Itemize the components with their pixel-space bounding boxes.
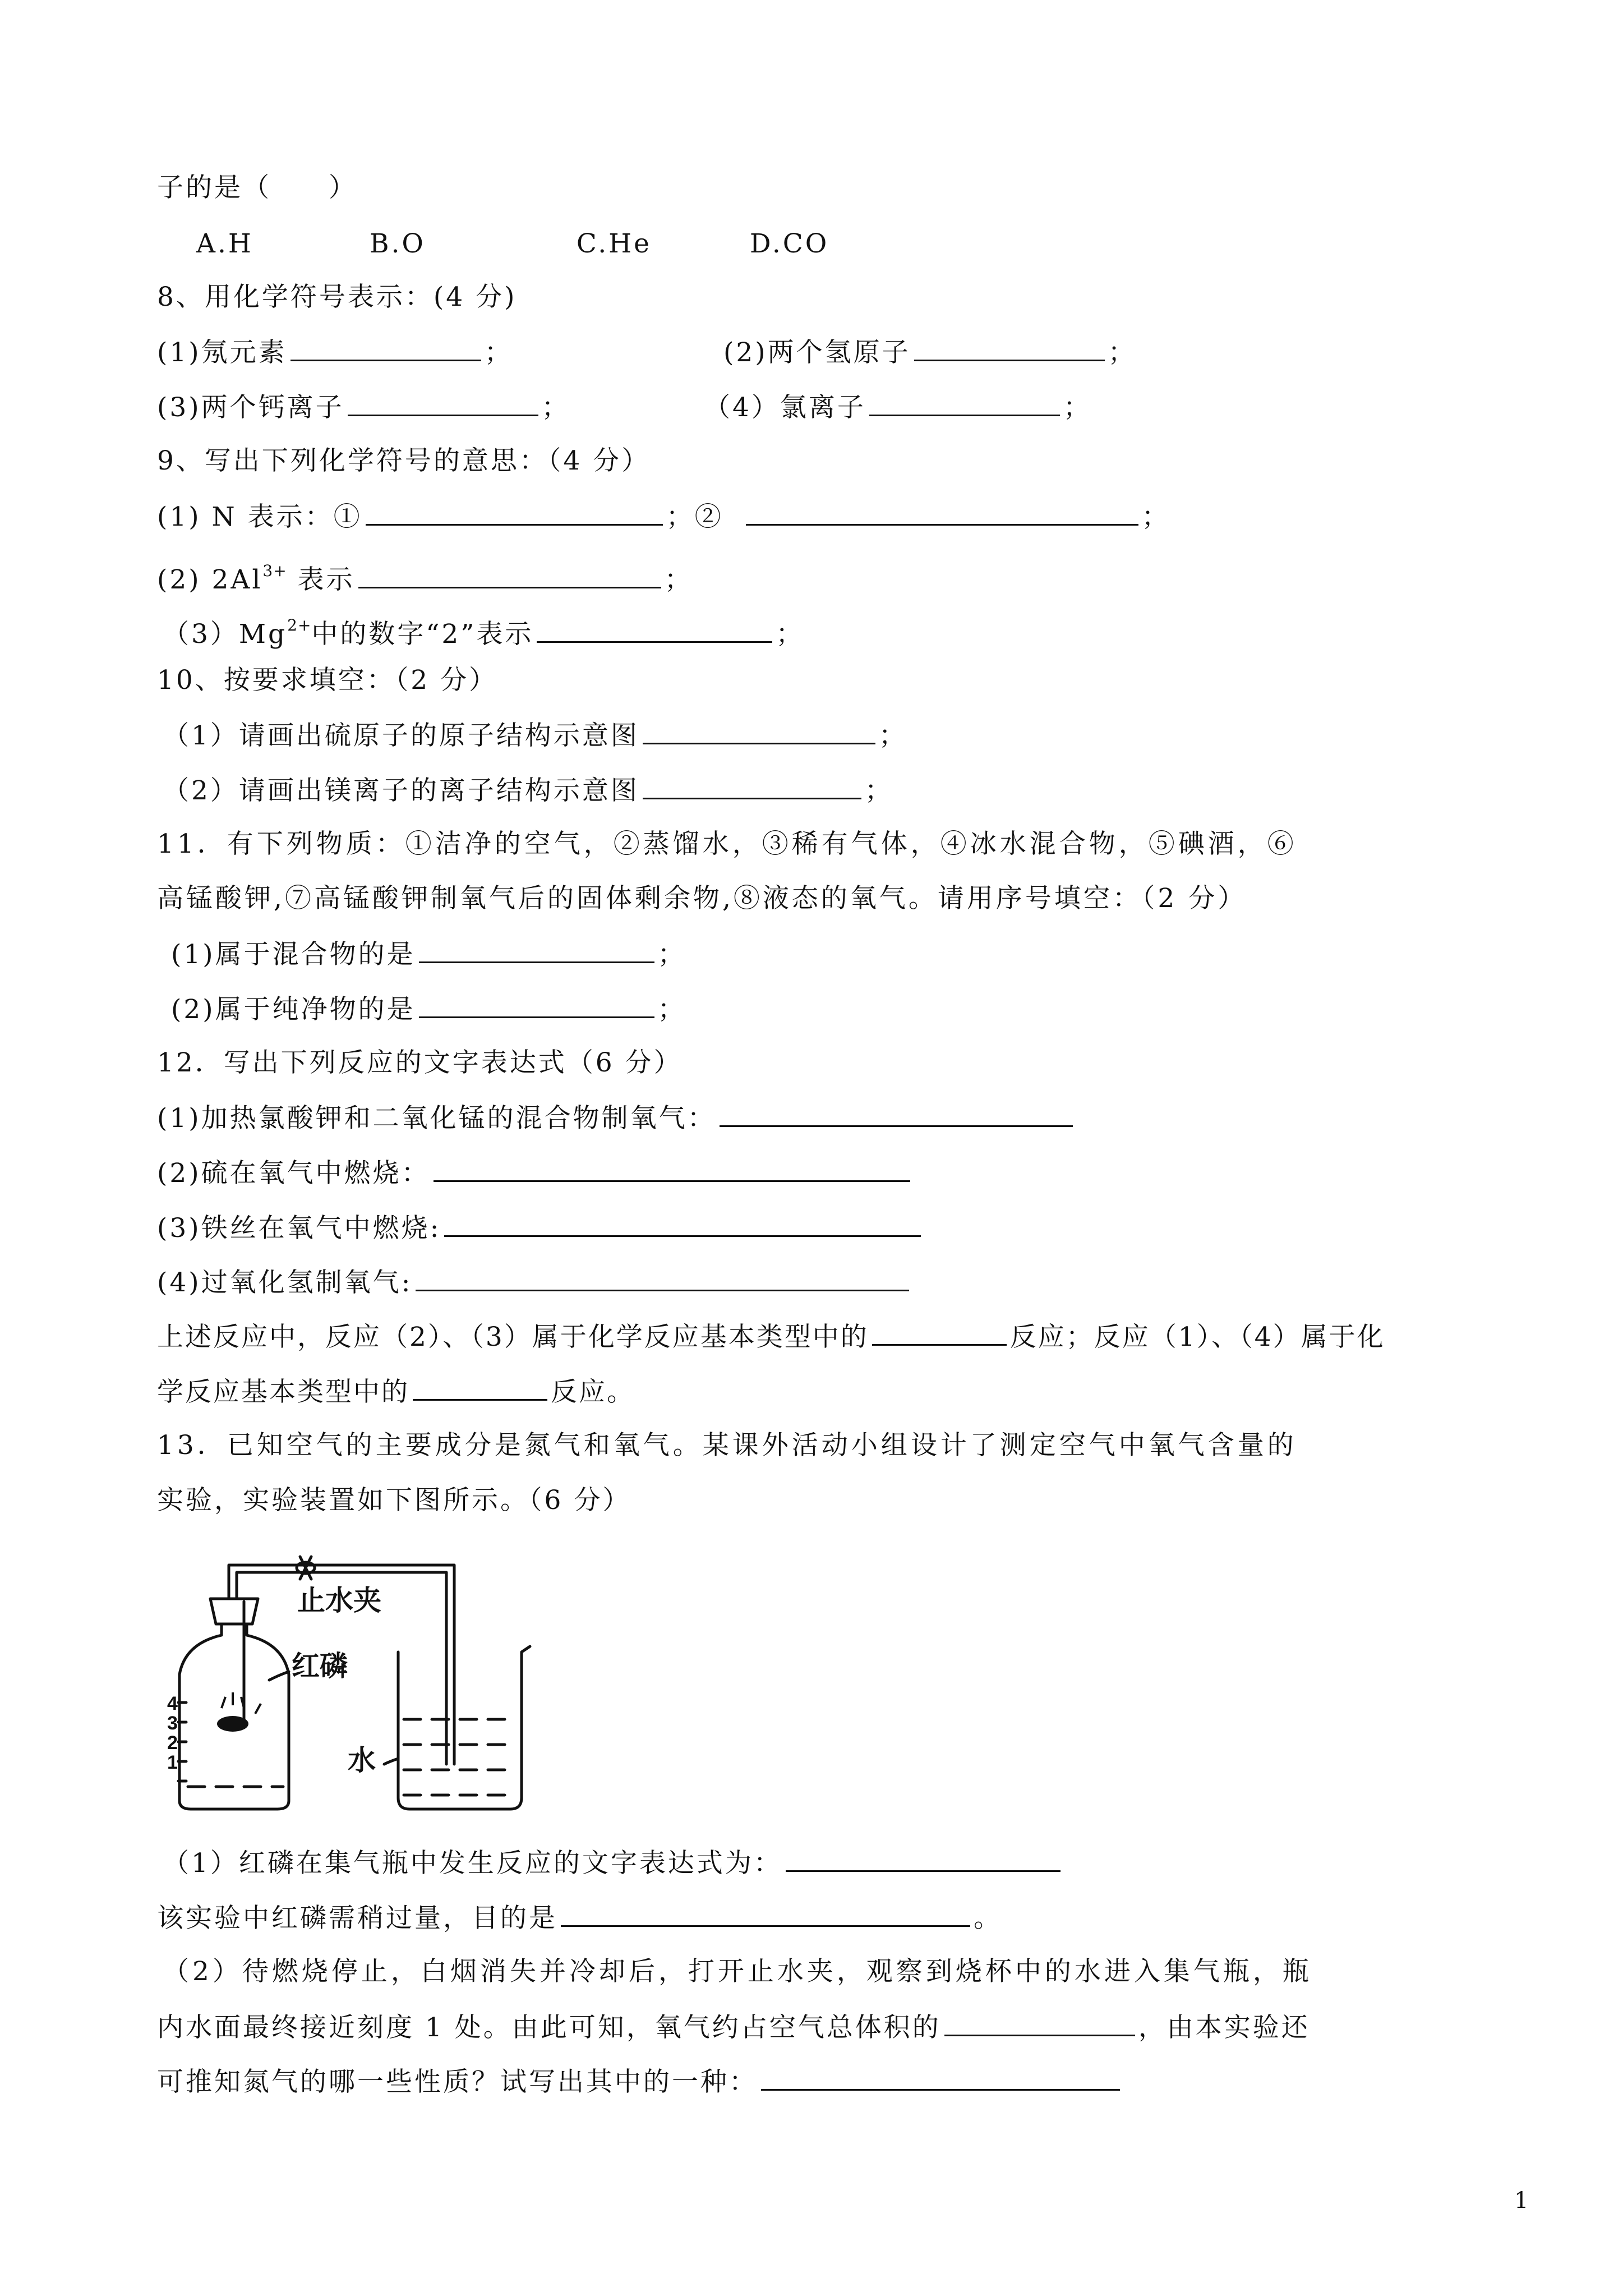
q12-row1	[157, 1101, 1076, 1135]
q13-p2-line3-label: 可推知氮气的哪一些性质？试写出其中的一种：	[157, 2067, 758, 2097]
q11-row1	[171, 937, 686, 972]
q12-p4-label: (4)过氧化氢制氧气:	[157, 1267, 413, 1298]
q7-options	[196, 227, 829, 261]
q10-p1-label: （1）请画出硫原子的原子结构示意图	[163, 720, 639, 751]
q11-p2-label: (2)属于纯净物的是	[171, 994, 416, 1025]
q10-p2-label: （2）请画出镁离子的离子结构示意图	[163, 775, 639, 806]
q8-p2-blank[interactable]	[914, 335, 1105, 361]
q11-p2-blank[interactable]	[419, 992, 654, 1018]
q9-sep: ；	[1141, 501, 1170, 532]
q13-line2: 实验，实验装置如下图所示。（6 分）	[157, 1485, 631, 1516]
q11-sep: ；	[657, 939, 686, 970]
q12-p4-blank[interactable]	[416, 1265, 909, 1291]
q8-sep: ；	[541, 392, 570, 423]
q13-p1-row	[163, 1846, 1064, 1880]
scale-mark-2: 2	[167, 1732, 178, 1754]
q10-sep: ；	[864, 775, 893, 806]
q9-p1-label: (1) N 表示：①	[157, 501, 362, 532]
q8-p1-label: (1)氖元素	[157, 337, 287, 368]
q13-p2-line2-a: 内水面最终接近刻度 1 处。由此可知，氧气约占空气总体积的	[157, 2012, 941, 2043]
q8-p3-label: (3)两个钙离子	[157, 392, 344, 423]
q12-summary-b: 反应；反应（1）、（4）属于化	[1009, 1322, 1385, 1352]
q9-p1-mid: ；②	[666, 501, 723, 532]
q13-p1b-end: 。	[974, 1903, 1002, 1934]
q12-p3-blank[interactable]	[444, 1211, 921, 1237]
q7-option-d[interactable]: D.CO	[749, 228, 829, 259]
q12-row2	[157, 1156, 914, 1190]
bottle-stopper	[210, 1599, 258, 1624]
q13-line1: 13．已知空气的主要成分是氮气和氧气。某课外活动小组设计了测定空气中氧气含量的	[157, 1430, 1297, 1461]
q13-p1b-blank[interactable]	[561, 1901, 970, 1927]
q13-p1b-row	[157, 1901, 1002, 1935]
q9-sep: ；	[776, 619, 805, 650]
q11-p1-label: (1)属于混合物的是	[171, 939, 416, 970]
q8-sep: ；	[1108, 337, 1137, 368]
q7-option-b[interactable]: B.O	[369, 228, 426, 259]
q8-row2b	[704, 390, 1092, 425]
q12-row3	[157, 1211, 924, 1245]
q11-p1-blank[interactable]	[419, 937, 654, 963]
q13-p2-line3	[157, 2064, 1123, 2099]
q9-row3	[163, 609, 804, 651]
q9-row2	[157, 554, 693, 597]
q8-row1	[157, 335, 513, 370]
q12-summary-d: 反应。	[551, 1377, 635, 1407]
label-water: 水	[348, 1745, 376, 1776]
q9-p3-label-b: 中的数字“2”表示	[311, 619, 534, 650]
q13-p2-blank-1[interactable]	[944, 2010, 1135, 2036]
q13-p2-blank-2[interactable]	[761, 2064, 1120, 2091]
q10-p2-blank[interactable]	[643, 773, 861, 799]
q10-row1	[163, 718, 907, 753]
q8-p4-blank[interactable]	[869, 390, 1060, 416]
q12-p3-label: (3)铁丝在氧气中燃烧:	[157, 1213, 441, 1244]
q9-p3-superscript: 2+	[287, 616, 312, 634]
q8-title: 8、用化学符号表示：(4 分)	[157, 282, 517, 312]
q12-summary-line1	[157, 1319, 1385, 1354]
page-number: 1	[1514, 2188, 1529, 2214]
q9-p3-label-a: （3）Mg	[163, 619, 288, 650]
q9-p1-blank-1[interactable]	[366, 499, 663, 526]
q13-p2-line2	[157, 2010, 1310, 2045]
water-clamp	[300, 1557, 311, 1579]
q12-p2-label: (2)硫在氧气中燃烧：	[157, 1158, 430, 1189]
q9-sep: ；	[664, 564, 693, 595]
q9-p2-superscript: 3+	[262, 562, 287, 580]
label-water-clamp: 止水夹	[297, 1585, 381, 1616]
q8-sep: ；	[484, 337, 513, 368]
q9-title: 9、写出下列化学符号的意思：（4 分）	[157, 445, 651, 476]
q10-title: 10、按要求填空：（2 分）	[157, 665, 498, 696]
q13-p2-line1: （2）待燃烧停止，白烟消失并冷却后，打开止水夹，观察到烧杯中的水进入集气瓶，瓶	[163, 1956, 1312, 1987]
beaker	[398, 1646, 530, 1809]
q12-summary-line2	[157, 1374, 635, 1409]
q7-option-a[interactable]: A.H	[196, 228, 253, 259]
q9-p2-label-a: (2) 2Al	[157, 564, 263, 595]
q8-row1b	[723, 335, 1137, 370]
q11-line2: 高锰酸钾,⑦高锰酸钾制氧气后的固体剩余物,⑧液态的氧气。请用序号填空：（2 分）	[157, 883, 1247, 914]
q9-p2-label-b: 表示	[287, 564, 355, 595]
q8-p3-blank[interactable]	[348, 390, 538, 416]
q12-p1-blank[interactable]	[720, 1101, 1073, 1127]
scale-mark-3: 3	[167, 1713, 178, 1734]
q9-p2-blank[interactable]	[358, 562, 661, 588]
q10-row2	[163, 773, 893, 808]
q13-p1b-label: 该实验中红磷需稍过量，目的是	[157, 1903, 557, 1934]
q12-title: 12．写出下列反应的文字表达式（6 分）	[157, 1047, 683, 1078]
q11-line1: 11．有下列物质：①洁净的空气，②蒸馏水，③稀有气体，④冰水混合物，⑤碘酒，⑥	[157, 829, 1297, 859]
q9-p1-blank-2[interactable]	[746, 499, 1138, 526]
q12-summary-blank-2[interactable]	[413, 1374, 547, 1401]
scale-mark-1: 1	[167, 1752, 178, 1773]
q8-row2	[157, 390, 570, 425]
q13-p1-blank[interactable]	[786, 1846, 1061, 1872]
q11-sep: ；	[657, 994, 686, 1025]
q10-p1-blank[interactable]	[643, 718, 875, 744]
q12-p1-label: (1)加热氯酸钾和二氧化锰的混合物制氧气：	[157, 1103, 716, 1134]
q8-sep: ；	[1063, 392, 1092, 423]
q11-row2	[171, 992, 686, 1027]
apparatus-figure	[163, 1545, 538, 1820]
q8-p4-label: （4）氯离子	[704, 392, 866, 423]
q13-p1-label: （1）红磷在集气瓶中发生反应的文字表达式为：	[163, 1848, 782, 1879]
q13-p2-line2-b: ，由本实验还	[1138, 2012, 1310, 2043]
q9-row1	[157, 499, 1170, 534]
q10-sep: ；	[878, 720, 907, 751]
scale-mark-4: 4	[167, 1693, 178, 1714]
q12-summary-a: 上述反应中，反应（2）、（3）属于化学反应基本类型中的	[157, 1322, 869, 1352]
q12-row4	[157, 1265, 912, 1300]
q8-p1-blank[interactable]	[291, 335, 481, 361]
q8-p2-label: (2)两个氢原子	[723, 337, 911, 368]
q12-summary-blank-1[interactable]	[872, 1319, 1007, 1346]
q9-p3-blank[interactable]	[537, 616, 772, 643]
q12-p2-blank[interactable]	[434, 1156, 910, 1182]
label-red-phosphorus: 红磷	[292, 1650, 348, 1682]
q7-option-c[interactable]: C.He	[576, 228, 652, 259]
q7-line-end: 子的是（ ）	[157, 172, 357, 203]
q12-summary-c: 学反应基本类型中的	[157, 1377, 409, 1407]
